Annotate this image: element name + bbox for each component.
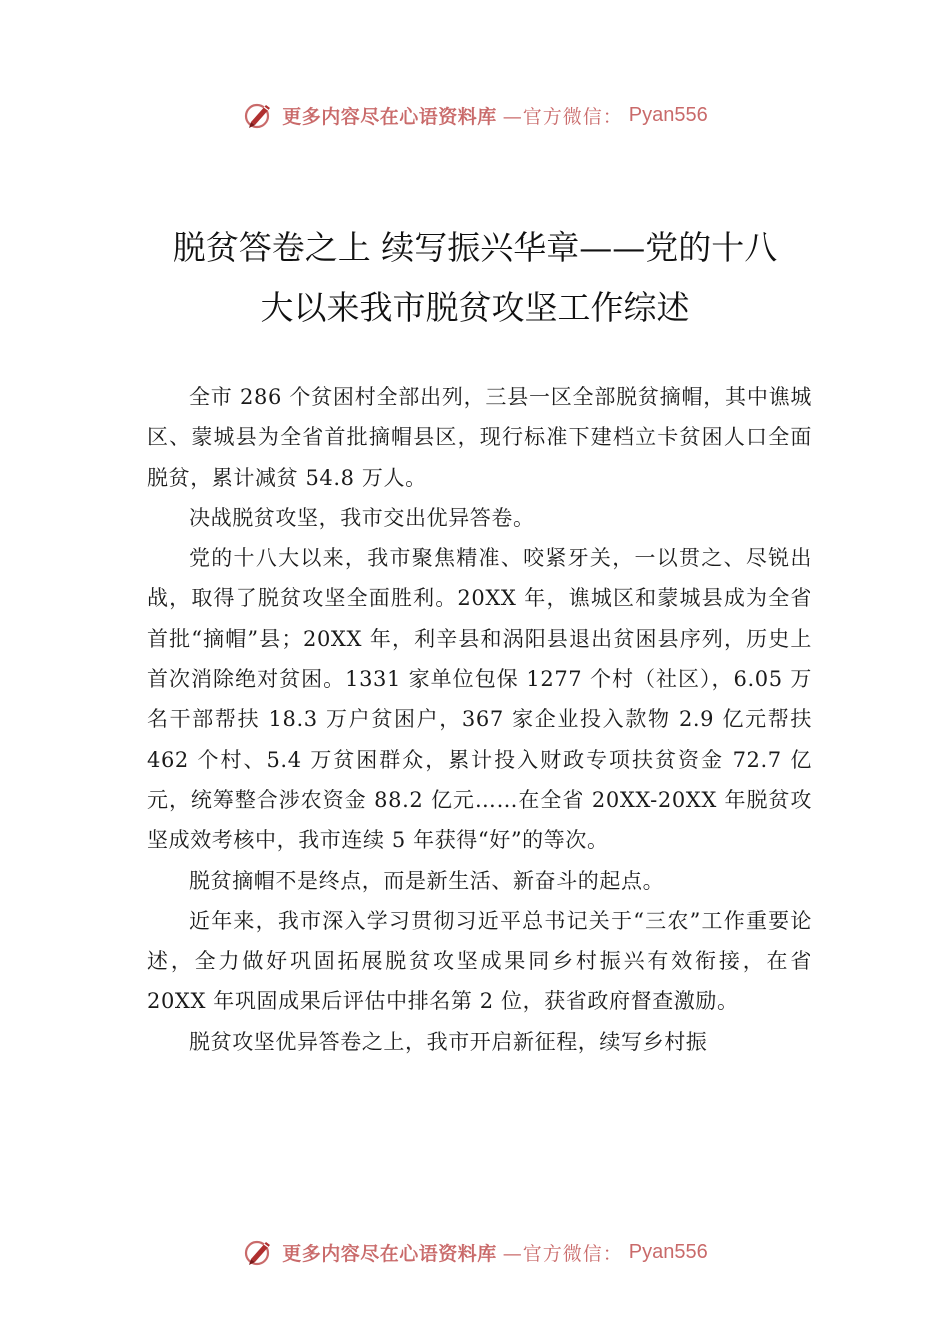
document-title xyxy=(120,218,830,338)
banner-sub-text: —官方微信： xyxy=(502,105,623,128)
title-line-2: 大以来我市脱贫攻坚工作综述 xyxy=(260,288,690,327)
watermark-banner-bottom xyxy=(0,1232,950,1272)
pen-logo-icon xyxy=(242,1235,276,1269)
paragraph: 脱贫摘帽不是终点，而是新生活、新奋斗的起点。 xyxy=(189,868,665,893)
pen-logo-icon xyxy=(242,98,276,132)
paragraph: 决战脱贫攻坚，我市交出优异答卷。 xyxy=(189,505,535,530)
banner-main-text: 更多内容尽在心语资料库 xyxy=(282,105,497,128)
banner-wechat-id: Pyan556 xyxy=(628,103,708,126)
paragraph: 党的十八大以来，我市聚焦精准、咬紧牙关，一以贯之、尽锐出战，取得了脱贫攻坚全面胜利。20XX 年，谯城区和蒙城县成为全省首批“摘帽”县；20XX 年，利辛县和涡阳县退出贫困县序列，历史上首次消除绝对贫困。1331 家单位包保 1277 个村（社区），6.05 万名干部帮扶 18.3 万户贫困户，367 家企业投入款物 2.9 亿元帮扶 462 个村、5.4 万贫困群众，累计投入财政专项扶贫资金 72.7 亿元，统筹整合涉农资金 88.2 亿元……在全省 20XX-20XX 年脱贫攻坚成效考核中，我市连续 5 年获得“好”的等次。 xyxy=(147,546,812,853)
paragraph: 脱贫攻坚优异答卷之上，我市开启新征程，续写乡村振 xyxy=(189,1029,708,1054)
title-line-1: 脱贫答卷之上 续写振兴华章——党的十八 xyxy=(172,228,778,267)
paragraph: 全市 286 个贫困村全部出列，三县一区全部脱贫摘帽，其中谯城区、蒙城县为全省首批摘帽县区，现行标准下建档立卡贫困人口全面脱贫，累计减贫 54.8 万人。 xyxy=(147,385,812,490)
banner-sub-text: —官方微信： xyxy=(502,1242,623,1265)
paragraph: 近年来，我市深入学习贯彻习近平总书记关于“三农”工作重要论述，全力做好巩固拓展脱贫攻坚成果同乡村振兴有效衔接，在省 20XX 年巩固成果后评估中排名第 2 位，获省政府督查激励。 xyxy=(147,908,812,1014)
banner-wechat-id: Pyan556 xyxy=(628,1240,708,1263)
watermark-banner-top xyxy=(0,95,950,135)
document-body xyxy=(147,377,812,1062)
banner-main-text: 更多内容尽在心语资料库 xyxy=(282,1242,497,1265)
